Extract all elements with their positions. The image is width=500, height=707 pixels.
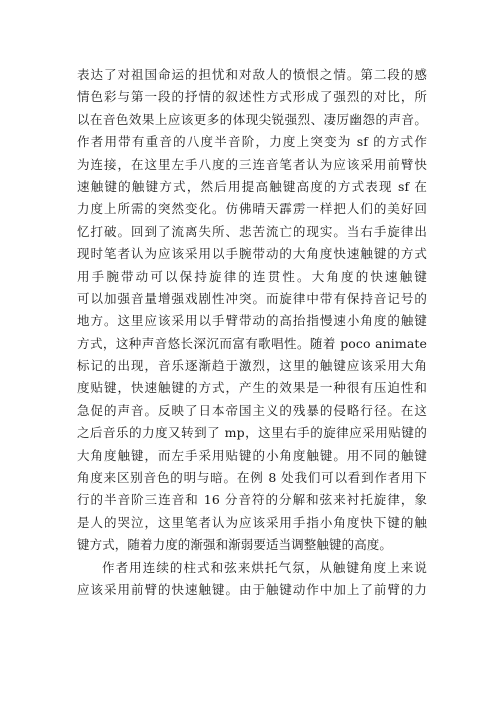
text-line: 用手腕带动可以保持旋律的连贯性。大角度的快速触键 [77, 268, 427, 284]
text-line: 方式，这种声音悠长深沉而富有歌唱性。随着 poco animate [77, 335, 427, 351]
text-line: 以在音色效果上应该更多的体现尖锐强烈、凄厉幽怨的声音。 [77, 111, 427, 127]
text-line: 急促的声音。反映了日本帝国主义的残暴的侵略行径。在这 [77, 402, 427, 418]
paragraph-1 [77, 64, 427, 557]
text-line: 忆打破。回到了流离失所、悲苦流亡的现实。当右手旋律出 [77, 223, 427, 239]
text-line: 现时笔者认为应该采用以手腕带动的大角度快速触键的方式 [77, 246, 427, 262]
text-line: 表达了对祖国命运的担忧和对敌人的愤恨之情。第二段的感 [77, 67, 427, 82]
text-line: 之后音乐的力度又转到了 mp，这里右手的旋律应采用贴键的 [77, 425, 427, 441]
text-line: 速触键的触键方式，然后用提高触键高度的方式表现 sf 在 [77, 178, 427, 194]
text-line: 作者用连续的柱式和弦来烘托气氛，从触键角度上来说 [102, 559, 427, 575]
paragraph-2 [77, 557, 427, 602]
text-line: 为连接，在这里左手八度的三连音笔者认为应该采用前臂快 [77, 156, 427, 172]
text-line: 情色彩与第一段的抒情的叙述性方式形成了强烈的对比，所 [77, 89, 427, 105]
text-line: 度贴键，快速触键的方式，产生的效果是一种很有压迫性和 [77, 380, 427, 396]
text-line: 标记的出现，音乐逐渐趋于激烈，这里的触键应该采用大角 [77, 358, 427, 374]
text-line: 是人的哭泣，这里笔者认为应该采用手指小角度快下键的触 [77, 514, 427, 530]
text-line: 作者用带有重音的八度半音阶，力度上突变为 sf 的方式作 [77, 134, 427, 150]
text-line: 可以加强音量增强戏剧性冲突。而旋律中带有保持音记号的 [77, 290, 427, 306]
text-line: 应该采用前臂的快速触键。由于触键动作中加上了前臂的力 [77, 581, 427, 597]
body-text [77, 64, 427, 601]
text-line: 键方式，随着力度的渐强和渐弱要适当调整触键的高度。 [77, 537, 393, 553]
text-line: 行的半音阶三连音和 16 分音符的分解和弦来衬托旋律，象 [77, 492, 427, 508]
text-line: 角度来区别音色的明与暗。在例 8 处我们可以看到作者用下 [77, 470, 427, 486]
text-line: 大角度触键，而左手采用贴键的小角度触键。用不同的触键 [77, 447, 427, 463]
text-line: 地方。这里应该采用以手臂带动的高抬指慢速小角度的触键 [77, 313, 427, 329]
text-line: 力度上所需的突然变化。仿佛晴天霹雳一样把人们的美好回 [77, 201, 427, 217]
